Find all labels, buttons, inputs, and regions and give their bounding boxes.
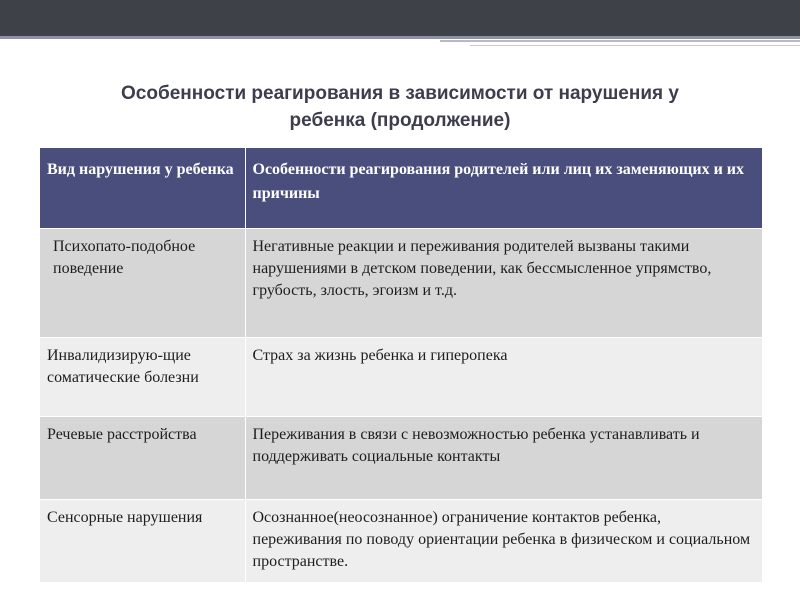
cell-reaction: Переживания в связи с невозможностью ребенка устанавливать и поддерживать социальные контакты <box>245 417 762 500</box>
cell-reaction: Страх за жизнь ребенка и гиперопека <box>245 338 762 417</box>
top-decor-band <box>0 0 800 36</box>
decor-line <box>0 36 800 39</box>
cell-reaction: Негативные реакции и переживания родителей вызваны такими нарушениями в детском поведении, как бессмысленное упрямство, грубость, злость, эгоизм и т.д. <box>245 229 762 338</box>
slide-title-line2: ребенка (продолжение) <box>289 110 511 131</box>
decor-line <box>470 45 800 46</box>
table-header-row <box>40 148 762 229</box>
table-row <box>40 338 762 417</box>
slide-title-line1: Особенности реагирования в зависимости от нарушения у <box>121 83 679 104</box>
reaction-table <box>40 148 763 582</box>
slide-title <box>40 80 760 134</box>
cell-disorder: Сенсорные нарушения <box>40 500 245 583</box>
cell-disorder: Инвалидизирую-щие соматические болезни <box>40 338 245 417</box>
table-row <box>40 500 762 583</box>
table-row <box>40 229 762 338</box>
column-header-disorder: Вид нарушения у ребенка <box>40 148 245 229</box>
column-header-reaction: Особенности реагирования родителей или лиц их заменяющих и их причины <box>245 148 762 229</box>
cell-disorder: Речевые расстройства <box>40 417 245 500</box>
decor-line <box>440 40 800 42</box>
cell-reaction: Осознанное(неосознанное) ограничение контактов ребенка, переживания по поводу ориентации ребенка в физическом и социальном пространстве. <box>245 500 762 583</box>
cell-disorder: Психопато-подобное поведение <box>40 229 245 338</box>
table-row <box>40 417 762 500</box>
